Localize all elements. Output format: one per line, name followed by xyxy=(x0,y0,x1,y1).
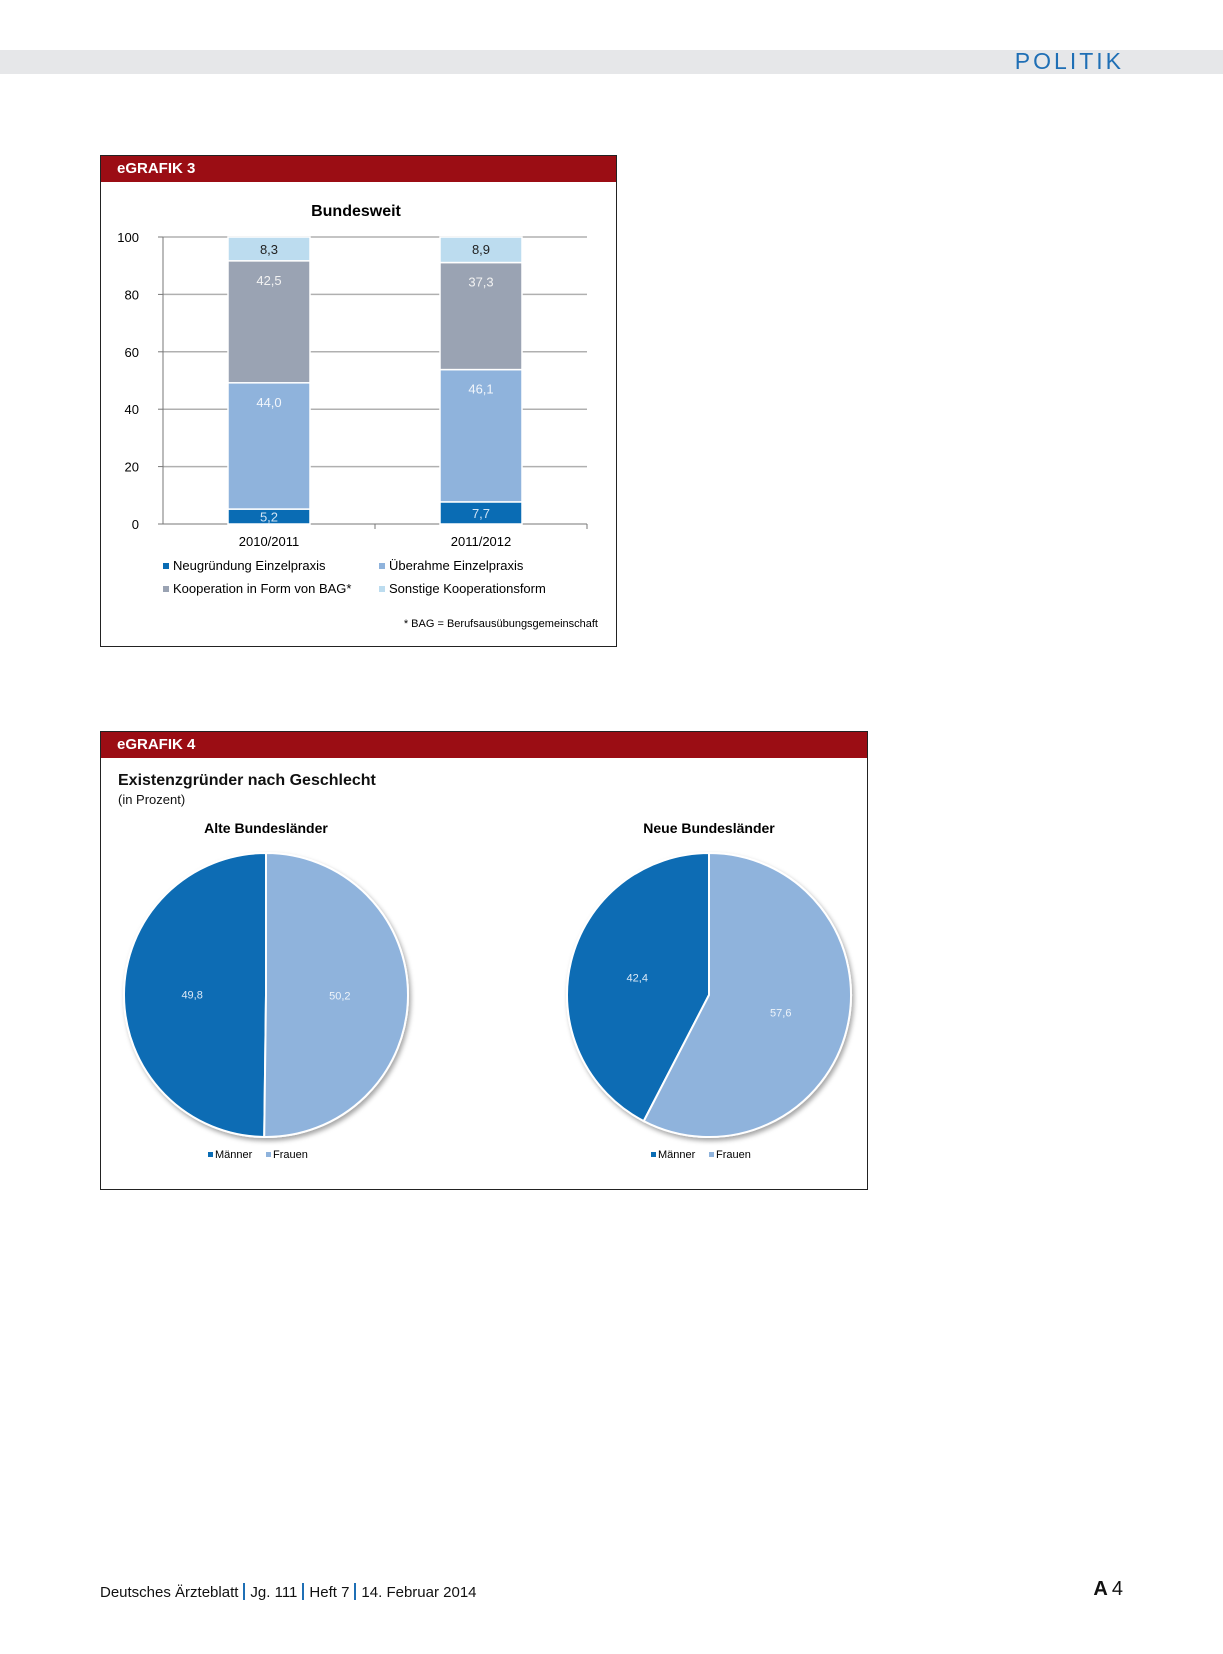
legend-swatch xyxy=(651,1152,656,1157)
legend-swatch xyxy=(208,1152,213,1157)
y-tick-label: 60 xyxy=(124,344,139,360)
x-tick-label: 2011/2012 xyxy=(450,534,512,549)
chart-title: Bundesweit xyxy=(311,203,401,220)
data-label: 8,9 xyxy=(471,242,491,257)
legend-label: Männer xyxy=(215,1149,253,1161)
pie-data-label: 57,6 xyxy=(770,1007,792,1020)
footer-separator xyxy=(302,1583,304,1600)
figure-3-label: eGRAFIK 3 xyxy=(101,156,616,182)
data-label: 42,5 xyxy=(256,272,282,288)
page-prefix: A xyxy=(1093,1578,1108,1600)
pie-data-label: 49,8 xyxy=(181,989,203,1002)
page-footer xyxy=(100,1583,477,1601)
y-tick-label: 40 xyxy=(124,402,139,418)
data-label: 37,3 xyxy=(468,274,494,290)
legend-swatch xyxy=(266,1152,271,1157)
pie-title: Neue Bundesländer xyxy=(643,820,775,836)
pie-group xyxy=(124,853,408,1137)
footer-separator xyxy=(354,1583,356,1600)
journal-issue: Heft 7 xyxy=(309,1584,350,1601)
figure-4-subtitle: (in Prozent) xyxy=(118,792,186,807)
data-label: 8,3 xyxy=(259,242,279,257)
journal-name: Deutsches Ärzteblatt xyxy=(100,1584,239,1601)
page-number-value: 4 xyxy=(1111,1578,1123,1600)
pie-title: Alte Bundesländer xyxy=(204,820,328,836)
legend-swatch xyxy=(379,586,385,592)
section-label: POLITIK xyxy=(1014,48,1124,74)
journal-volume: Jg. 111 xyxy=(250,1584,298,1601)
legend-label: Frauen xyxy=(716,1149,751,1161)
data-label: 5,2 xyxy=(259,509,279,525)
page-number xyxy=(1093,1578,1123,1601)
legend-label: Kooperation in Form von BAG* xyxy=(173,581,352,596)
pie-data-label: 50,2 xyxy=(329,990,351,1003)
y-tick-label: 0 xyxy=(131,517,139,532)
y-tick-label: 20 xyxy=(124,459,139,475)
legend-label: Überahme Einzelpraxis xyxy=(389,558,524,573)
y-tick-label: 80 xyxy=(124,287,139,303)
figure-4-label: eGRAFIK 4 xyxy=(101,732,867,758)
footnote: * BAG = Berufsausübungsgemeinschaft xyxy=(403,618,598,630)
legend-swatch xyxy=(163,586,169,592)
figure-3 xyxy=(100,155,617,647)
legend-swatch xyxy=(163,563,169,569)
x-tick-label: 2010/2011 xyxy=(238,534,300,549)
bar-chart-svg xyxy=(101,156,616,646)
legend-label: Sonstige Kooperationsform xyxy=(389,581,546,596)
pie-group xyxy=(567,853,851,1137)
legend-label: Männer xyxy=(658,1149,696,1161)
y-tick-label: 100 xyxy=(117,230,139,245)
pie-charts-svg xyxy=(101,732,867,1189)
journal-date: 14. Februar 2014 xyxy=(361,1584,477,1601)
legend-label: Neugründung Einzelpraxis xyxy=(173,558,326,573)
footer-separator xyxy=(243,1583,245,1600)
pie-data-label: 42,4 xyxy=(626,972,648,985)
legend-swatch xyxy=(709,1152,714,1157)
data-label: 44,0 xyxy=(256,394,282,410)
figure-4 xyxy=(100,731,868,1190)
legend-swatch xyxy=(379,563,385,569)
data-label: 7,7 xyxy=(471,505,491,521)
figure-4-title: Existenzgründer nach Geschlecht xyxy=(118,772,376,789)
legend-label: Frauen xyxy=(273,1149,308,1161)
data-label: 46,1 xyxy=(468,381,494,397)
